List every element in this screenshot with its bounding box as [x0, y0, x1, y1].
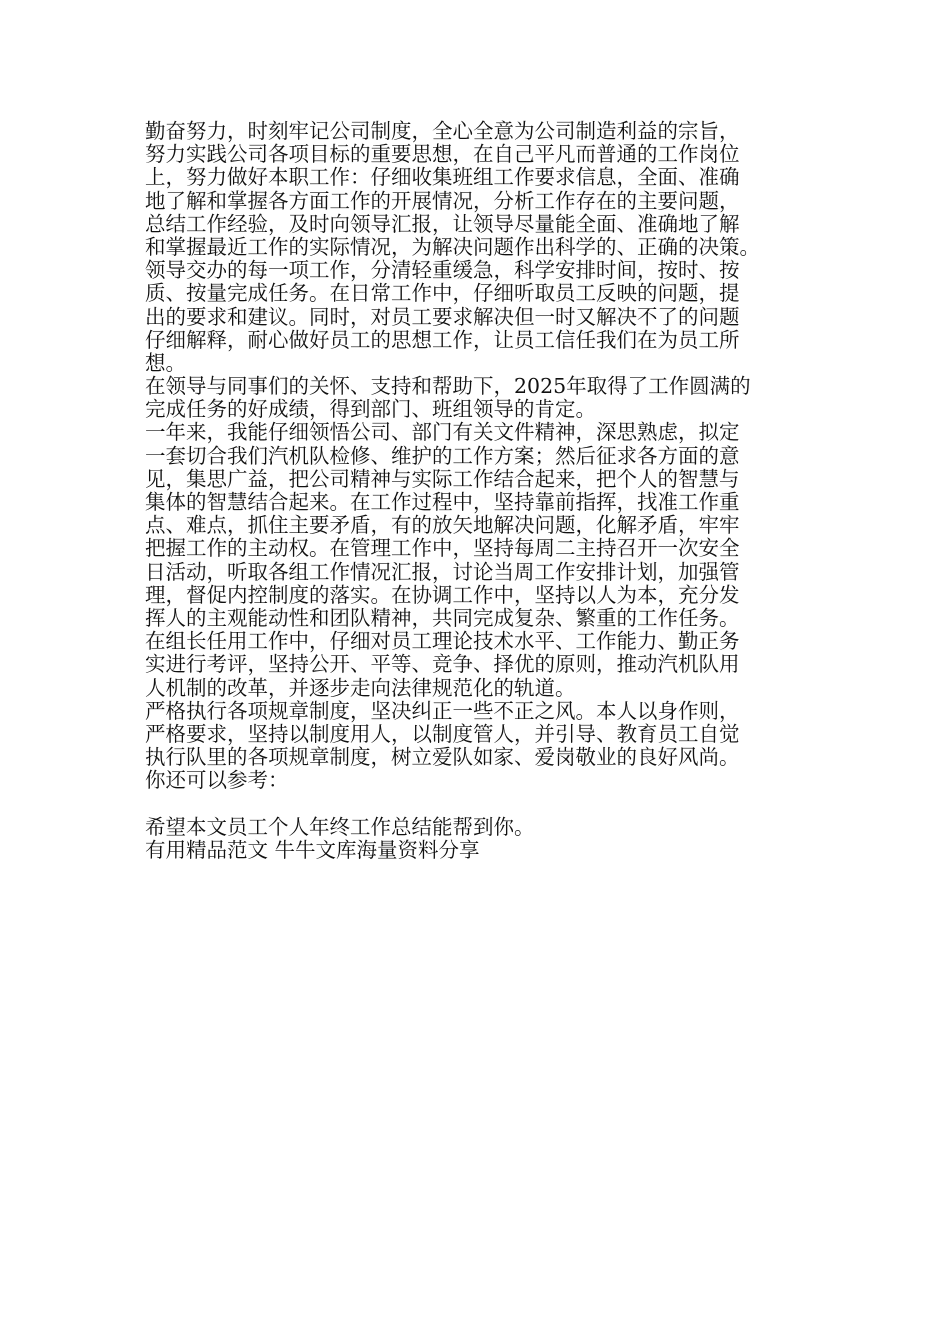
body-line: 地了解和掌握各方面工作的开展情况，分析工作存在的主要问题，	[145, 188, 740, 213]
body-line: 努力实践公司各项目标的重要思想，在自己平凡而普通的工作岗位	[145, 142, 740, 167]
body-line: 上，努力做好本职工作：仔细收集班组工作要求信息，全面、准确	[145, 165, 740, 190]
body-line: 和掌握最近工作的实际情况，为解决问题作出科学的、正确的决策。	[145, 234, 760, 259]
body-line: 出的要求和建议。同时，对员工要求解决但一时又解决不了的问题	[145, 304, 740, 329]
body-line: 仔细解释，耐心做好员工的思想工作，让员工信任我们在为员工所	[145, 327, 740, 352]
body-line: 日活动，听取各组工作情况汇报，讨论当周工作安排计划，加强管	[145, 559, 740, 584]
body-line: 理，督促内控制度的落实。在协调工作中，坚持以人为本，充分发	[145, 582, 740, 607]
document-body	[145, 120, 810, 862]
blank-line	[145, 792, 810, 815]
body-line: 严格执行各项规章制度，坚决纠正一些不正之风。本人以身作则，	[145, 698, 740, 723]
body-line: 想。	[145, 350, 186, 375]
body-line: 完成任务的好成绩，得到部门、班组领导的肯定。	[145, 397, 596, 422]
body-line: 点、难点，抓住主要矛盾，有的放矢地解决问题，化解矛盾，牢牢	[145, 513, 740, 538]
body-line: 质、按量完成任务。在日常工作中，仔细听取员工反映的问题，提	[145, 281, 740, 306]
body-line: 严格要求，坚持以制度用人，以制度管人，并引导、教育员工自觉	[145, 721, 740, 746]
body-line: 见，集思广益，把公司精神与实际工作结合起来，把个人的智慧与	[145, 466, 740, 491]
body-line: 你还可以参考：	[145, 768, 289, 793]
body-line: 人机制的改革，并逐步走向法律规范化的轨道。	[145, 675, 576, 700]
body-line: 勤奋努力，时刻牢记公司制度，全心全意为公司制造利益的宗旨，	[145, 119, 740, 143]
footer-line: 有用精品范文 牛牛文库海量资料分享	[145, 837, 480, 862]
body-line: 执行队里的各项规章制度，树立爱队如家、爱岗敬业的良好风尚。	[145, 745, 740, 770]
body-line: 领导交办的每一项工作，分清轻重缓急，科学安排时间，按时、按	[145, 258, 740, 283]
body-line: 一套切合我们汽机队检修、维护的工作方案；然后征求各方面的意	[145, 443, 740, 468]
closing-line: 希望本文员工个人年终工作总结能帮到你。	[145, 814, 535, 839]
body-line: 在领导与同事们的关怀、支持和帮助下，2025年取得了工作圆满的	[145, 374, 751, 399]
body-line: 在组长任用工作中，仔细对员工理论技术水平、工作能力、勤正务	[145, 629, 740, 654]
body-line: 集体的智慧结合起来。在工作过程中，坚持靠前指挥，找准工作重	[145, 490, 740, 514]
body-line: 挥人的主观能动性和团队精神，共同完成复杂、繁重的工作任务。	[145, 605, 740, 630]
body-line: 一年来，我能仔细领悟公司、部门有关文件精神，深思熟虑，拟定	[145, 420, 740, 445]
body-line: 总结工作经验，及时向领导汇报，让领导尽量能全面、准确地了解	[145, 211, 740, 236]
body-line: 把握工作的主动权。在管理工作中，坚持每周二主持召开一次安全	[145, 536, 740, 561]
body-line: 实进行考评，坚持公开、平等、竞争、择优的原则，推动汽机队用	[145, 652, 740, 677]
